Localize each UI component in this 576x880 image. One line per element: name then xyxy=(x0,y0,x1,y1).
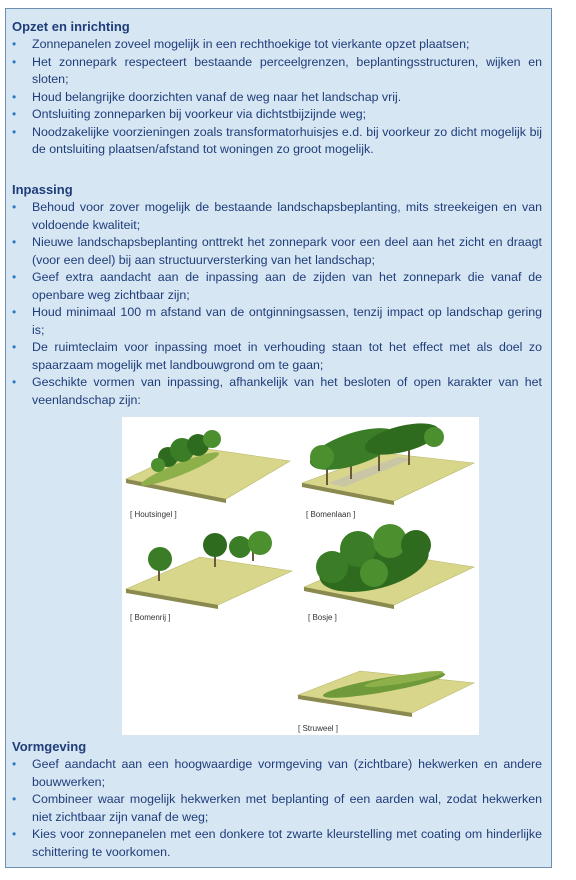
section-title-vormgeving: Vormgeving xyxy=(12,739,87,754)
bomenlaan-illustration xyxy=(302,417,474,505)
list-item: • Geef aandacht aan een hoogwaardige vormgeving van (zichtbare) hekwerken en andere bouwwerken; xyxy=(12,756,542,791)
landscape-illustration xyxy=(122,417,479,735)
bosje-illustration xyxy=(304,524,474,609)
list-item: • Het zonnepark respecteert bestaande perceelgrenzen, beplantingsstructuren, wijken en sloten; xyxy=(12,54,542,89)
caption-bomenlaan: [ Bomenlaan ] xyxy=(306,510,356,519)
list-inpassing xyxy=(12,199,542,409)
houtsingel-illustration xyxy=(126,430,290,503)
list-item: • Kies voor zonnepanelen met een donkere tot zwarte kleurstelling met coating om hinderlijke schittering te voorkomen. xyxy=(12,826,542,861)
bomenrij-illustration xyxy=(126,531,292,609)
info-box xyxy=(5,8,552,868)
list-item: • Houd belangrijke doorzichten vanaf de weg naar het landschap vrij. xyxy=(12,89,542,107)
list-item: • Combineer waar mogelijk hekwerken met beplanting of een aarden wal, zodat hekwerken niet zichtbaar zijn vanaf de weg; xyxy=(12,791,542,826)
struweel-illustration xyxy=(298,667,474,717)
section-title-inpassing: Inpassing xyxy=(12,182,73,197)
list-vormgeving xyxy=(12,756,542,861)
list-item: • Nieuwe landschapsbeplanting onttrekt het zonnepark voor een deel aan het zicht en draagt (voor een deel) bij aan structuurversterking van het landschap; xyxy=(12,234,542,269)
caption-struweel: [ Struweel ] xyxy=(298,724,339,733)
list-item: • Ontsluiting zonneparken bij voorkeur via dichtstbijzijnde weg; xyxy=(12,106,542,124)
list-item: • De ruimteclaim voor inpassing moet in verhouding staan tot het effect met als doel zo spaarzaam mogelijk met landbouwgrond om te gaan; xyxy=(12,339,542,374)
list-item: • Behoud voor zover mogelijk de bestaande landschapsbeplanting, mits streekeigen en van voldoende kwaliteit; xyxy=(12,199,542,234)
caption-houtsingel: [ Houtsingel ] xyxy=(130,510,177,519)
list-opzet xyxy=(12,36,542,159)
list-item: • Noodzakelijke voorzieningen zoals transformatorhuisjes e.d. bij voorkeur zo dicht mogelijk bij de ontsluiting plaatsen/afstand tot woningen zo groot mogelijk. xyxy=(12,124,542,159)
caption-bomenrij: [ Bomenrij ] xyxy=(130,613,171,622)
caption-bosje: [ Bosje ] xyxy=(308,613,337,622)
list-item: • Houd minimaal 100 m afstand van de ontginningsassen, tenzij impact op landschap gering is; xyxy=(12,304,542,339)
list-item: • Geef extra aandacht aan de inpassing aan de zijden van het zonnepark die vanaf de openbare weg zichtbaar zijn; xyxy=(12,269,542,304)
list-item: • Geschikte vormen van inpassing, afhankelijk van het besloten of open karakter van het veenlandschap zijn: xyxy=(12,374,542,409)
section-title-opzet: Opzet en inrichting xyxy=(12,19,130,34)
list-item: • Zonnepanelen zoveel mogelijk in een rechthoekige tot vierkante opzet plaatsen; xyxy=(12,36,542,54)
